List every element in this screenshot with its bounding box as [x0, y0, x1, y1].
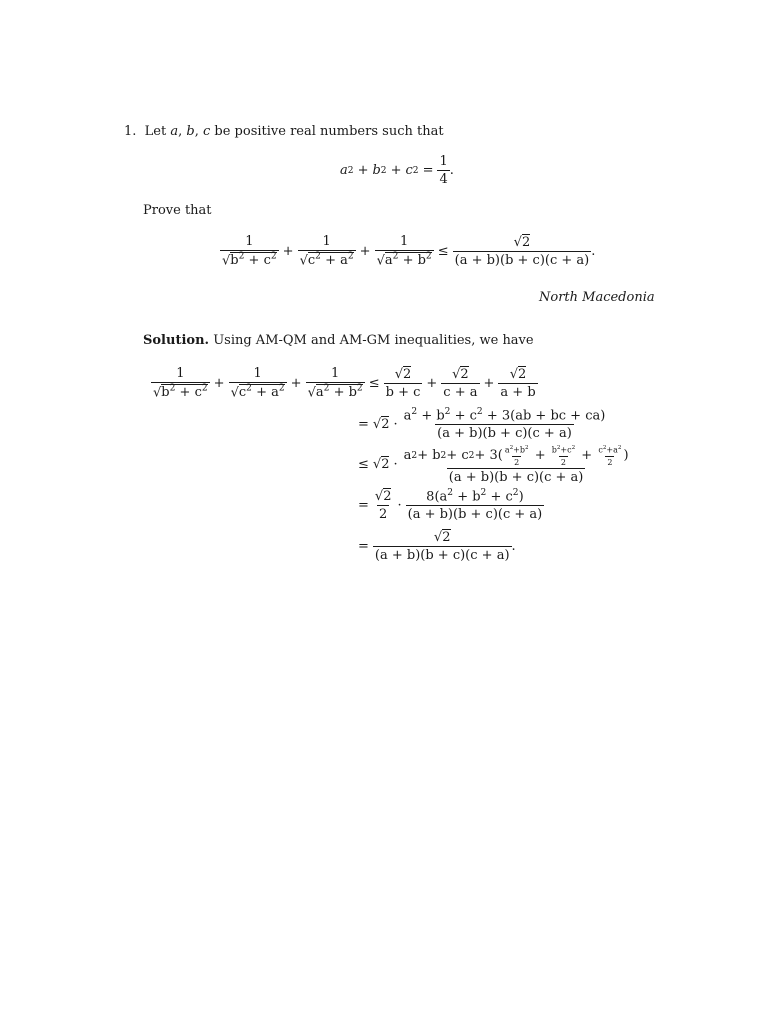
main-inequality: $\frac{1}{√b^2 + c^2}$ + $\frac{1}{√c^2 + a^2}$ + $\frac{1}{√a^2 + b^2}$ ≤ $\frac{√2}{(a + b)(b + c)(c + a)}$ . [222, 234, 596, 269]
solution-label: Solution. [143, 333, 210, 348]
prove-label: Prove that [143, 203, 212, 218]
chain-line-3: ≤ √2 · a 2 + b 2 + c 2 + 3( $\frac{a^2+b^2}{2}$ + $\frac{b^2+c^2}{2}$ + $\frac{c^2+a^2}{2}$ ) (a + b)(b + c)(c + a) [358, 445, 629, 485]
chain-line-5: = $\frac{√2}{(a + b)(b + c)(c + a)}$ . [358, 530, 516, 563]
problem-number: 1. [124, 124, 137, 139]
solution-intro: Using AM-QM and AM-GM inequalities, we have [213, 333, 534, 348]
condition-equation: a 2 + b 2 + c 2 = $\frac{1}{4}$ . [340, 154, 454, 187]
problem-intro: Let a, b, c be positive real numbers such that [140, 124, 444, 139]
problem-statement-line [124, 124, 444, 139]
chain-line-4: = $\frac{√2}{2}$ · $\frac{8(a^2 + b^2 + c^2)}{(a + b)(b + c)(c + a)}$ [358, 488, 543, 523]
chain-line-2: = √2 · $\frac{a^2 + b^2 + c^2 + 3(ab + bc + ca)}{(a + b)(b + c)(c + a)}$ [358, 407, 606, 442]
problem-source: North Macedonia [539, 290, 655, 305]
chain-line-1: $\frac{1}{√b^2 + c^2}$ + $\frac{1}{√c^2 + a^2}$ + $\frac{1}{√a^2 + b^2}$ ≤ $\frac{√2}{b + c}$ + $\frac{√2}{c + a}$ + $\frac{√2}{a + b}$ [153, 366, 536, 401]
solution-intro-line [143, 333, 534, 348]
